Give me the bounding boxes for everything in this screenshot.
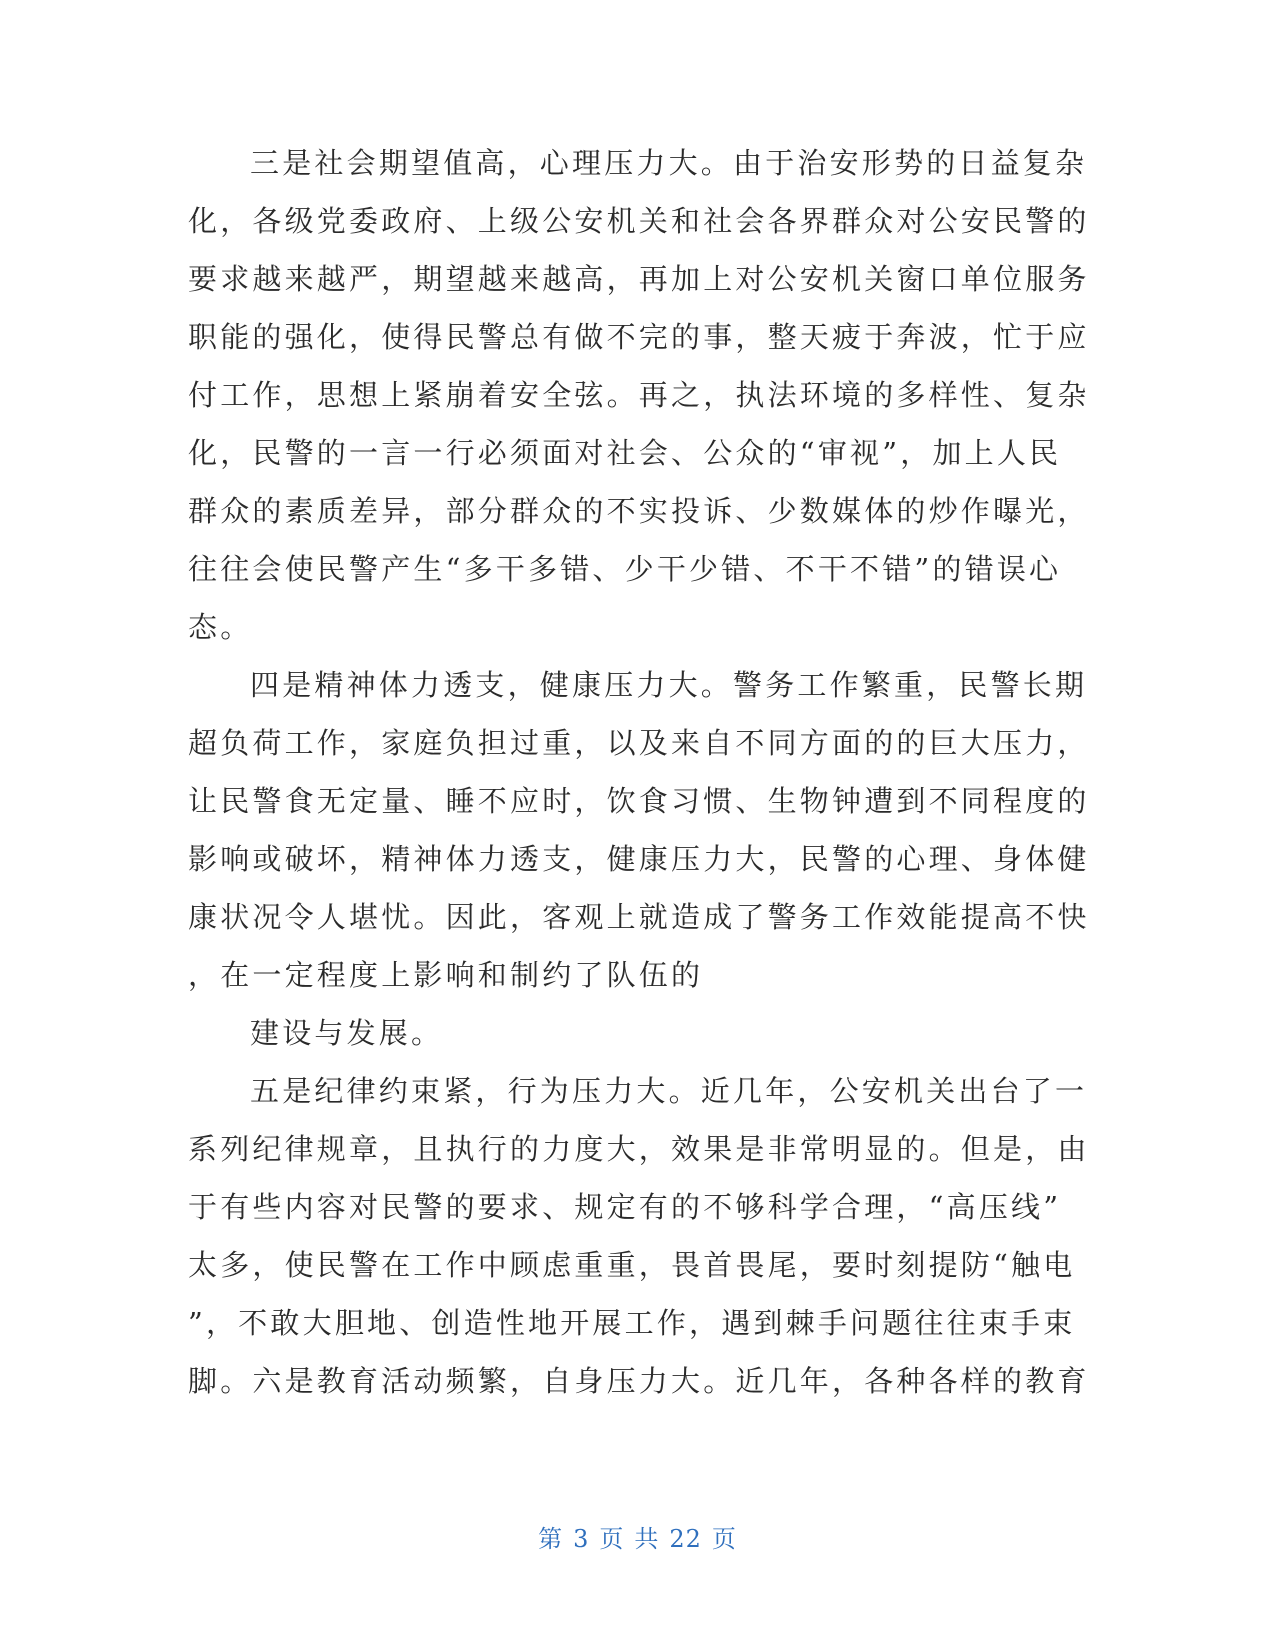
text-line: ，在一定程度上影响和制约了队伍的 [188,958,704,992]
text-line: 五是纪律约束紧，行为压力大。近几年，公安机关出台了一 [250,1074,1088,1108]
page-label-prefix: 第 [538,1525,564,1553]
text-line: 付工作，思想上紧崩着安全弦。再之，执法环境的多样性、复杂 [188,378,1090,412]
text-line: 康状况令人堪忧。因此，客观上就造成了警务工作效能提高不快 [188,900,1090,934]
total-label: 共 [634,1525,660,1553]
text-line: 影响或破坏，精神体力透支，健康压力大，民警的心理、身体健 [188,842,1090,876]
text-line: 建设与发展。 [250,1016,444,1050]
text-line: 群众的素质差异，部分群众的不实投诉、少数媒体的炒作曝光， [188,494,1090,528]
text-line: 系列纪律规章，且执行的力度大，效果是非常明显的。但是，由 [188,1132,1090,1166]
text-line: 太多，使民警在工作中顾虑重重，畏首畏尾，要时刻提防“触电 [188,1248,1076,1282]
text-line: 要求越来越严，期望越来越高，再加上对公安机关窗口单位服务 [188,262,1090,296]
text-line: ”，不敢大胆地、创造性地开展工作，遇到棘手问题往往束手束 [188,1306,1076,1340]
current-page-number: 3 [573,1525,590,1553]
text-line: 脚。六是教育活动频繁，自身压力大。近几年，各种各样的教育 [188,1364,1090,1398]
text-line: 往往会使民警产生“多干多错、少干少错、不干不错”的错误心 [188,552,1062,586]
text-line: 超负荷工作，家庭负担过重，以及来自不同方面的的巨大压力， [188,726,1090,760]
text-line: 让民警食无定量、睡不应时，饮食习惯、生物钟遭到不同程度的 [188,784,1090,818]
text-line: 三是社会期望值高，心理压力大。由于治安形势的日益复杂 [250,146,1088,180]
text-line: 化，各级党委政府、上级公安机关和社会各界群众对公安民警的 [188,204,1090,238]
page-number-footer [0,1524,1275,1554]
page-label-mid: 页 [599,1525,625,1553]
total-pages-number: 22 [669,1525,702,1553]
text-line: 化，民警的一言一行必须面对社会、公众的“审视”，加上人民 [188,436,1062,470]
text-line: 职能的强化，使得民警总有做不完的事，整天疲于奔波，忙于应 [188,320,1090,354]
text-line: 态。 [188,610,253,644]
text-line: 四是精神体力透支，健康压力大。警务工作繁重，民警长期 [250,668,1088,702]
page-label-suffix: 页 [711,1525,737,1553]
text-line: 于有些内容对民警的要求、规定有的不够科学合理，“高压线” [188,1190,1062,1224]
